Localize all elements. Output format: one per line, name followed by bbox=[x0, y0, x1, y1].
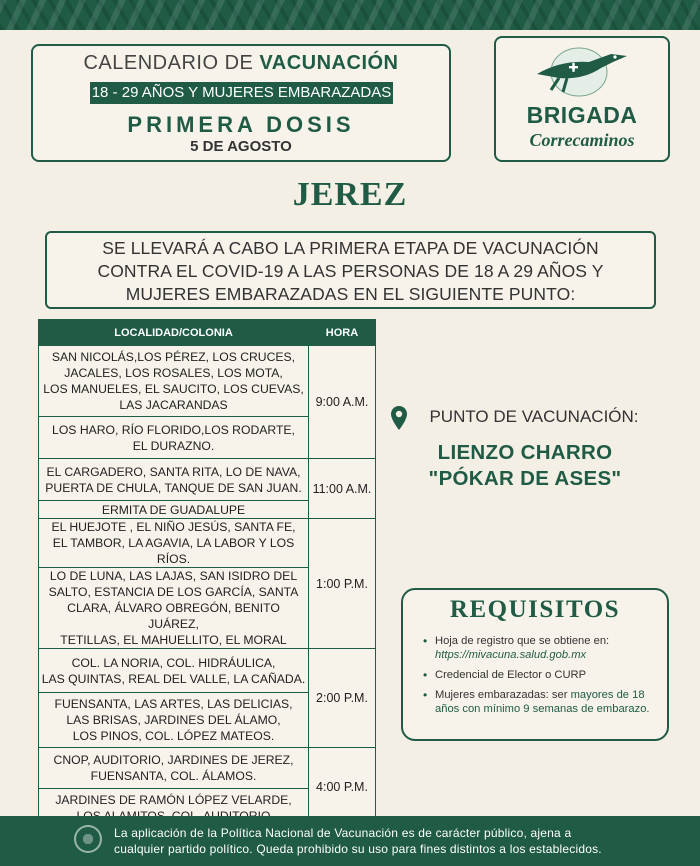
locality-cell: EL HUEJOTE , EL NIÑO JESÚS, SANTA FE, EL TAMBOR, LA AGAVIA, LA LABOR Y LOS RÍOS. bbox=[39, 519, 309, 568]
decorative-header-band bbox=[0, 0, 700, 30]
table-row bbox=[39, 519, 376, 568]
time-cell: 11:00 A.M. bbox=[309, 459, 376, 519]
list-item: • Mujeres embarazadas: ser mayores de 18 años con mínimo 9 semanas de embarazo. bbox=[421, 688, 661, 716]
column-header-locality: LOCALIDAD/COLONIA bbox=[39, 320, 309, 346]
time-cell: 1:00 P.M. bbox=[309, 519, 376, 649]
locality-cell: LOS HARO, RÍO FLORIDO,LOS RODARTE, EL DURAZNO. bbox=[39, 417, 309, 459]
table-row bbox=[39, 346, 376, 417]
roadrunner-logo-icon bbox=[531, 44, 631, 100]
disclaimer-text: La aplicación de la Política Nacional de Vacunación es de carácter público, ajena a cualquier partido político. Queda prohibido su uso para fines distintos a los establecidos. bbox=[114, 826, 602, 856]
locality-cell: SAN NICOLÁS,LOS PÉREZ, LOS CRUCES, JACALES, LOS ROSALES, LOS MOTA, LOS MANUELES, EL SAUCITO, LOS CUEVAS, LAS JACARANDAS bbox=[39, 346, 309, 417]
locality-cell: LO DE LUNA, LAS LAJAS, SAN ISIDRO DEL SALTO, ESTANCIA DE LOS GARCÍA, SANTA CLARA, ÁLVARO OBREGÓN, BENITO JUÁREZ, TETILLAS, EL MAHUELLITO, EL MORAL bbox=[39, 568, 309, 649]
locality-cell: COL. LA NORIA, COL. HIDRÁULICA, LAS QUINTAS, REAL DEL VALLE, LA CAÑADA. bbox=[39, 649, 309, 693]
table-row bbox=[39, 459, 376, 501]
locality-cell: CNOP, AUDITORIO, JARDINES DE JEREZ, FUENSANTA, COL. ÁLAMOS. bbox=[39, 748, 309, 789]
vaccination-point-label: PUNTO DE VACUNACIÓN: bbox=[429, 407, 639, 426]
vaccination-point bbox=[390, 404, 660, 492]
time-cell: 4:00 P.M. bbox=[309, 748, 376, 827]
brigada-subtitle: Correcaminos bbox=[529, 130, 635, 150]
locality-cell: ERMITA DE GUADALUPE bbox=[39, 501, 309, 519]
requirements-box bbox=[401, 588, 669, 741]
vaccination-date: 5 DE AGOSTO bbox=[190, 138, 292, 155]
map-pin-icon bbox=[390, 405, 408, 431]
table-header-row bbox=[39, 320, 376, 346]
dose-label: PRIMERA DOSIS bbox=[127, 112, 355, 137]
calendar-title: CALENDARIO DE VACUNACIÓN bbox=[83, 52, 399, 74]
time-cell: 9:00 A.M. bbox=[309, 346, 376, 459]
intro-line: SE LLEVARÁ A CABO LA PRIMERA ETAPA DE VACUNACIÓN bbox=[102, 238, 599, 258]
list-item: • Hoja de registro que se obtiene en: https://mivacuna.salud.gob.mx bbox=[421, 634, 661, 662]
column-header-time: HORA bbox=[309, 320, 376, 346]
registration-link[interactable]: https://mivacuna.salud.gob.mx bbox=[435, 649, 587, 661]
requirements-list bbox=[421, 634, 661, 722]
locality-cell: EL CARGADERO, SANTA RITA, LO DE NAVA, PUERTA DE CHULA, TANQUE DE SAN JUAN. bbox=[39, 459, 309, 501]
city-title: JEREZ bbox=[292, 176, 408, 213]
vaccination-venue: LIENZO CHARRO "PÓKAR DE ASES" bbox=[428, 441, 622, 490]
requirements-title: REQUISITOS bbox=[449, 596, 621, 623]
locality-cell: FUENSANTA, LAS ARTES, LAS DELICIAS, LAS BRISAS, JARDINES DEL ÁLAMO, LOS PINOS, COL. LÓPEZ MATEOS. bbox=[39, 693, 309, 748]
audience-banner: 18 - 29 AÑOS Y MUJERES EMBARAZADAS bbox=[90, 82, 393, 104]
calendar-title-box bbox=[31, 44, 451, 162]
locality-cell: JARDINES DE RAMÓN LÓPEZ VELARDE, bbox=[39, 789, 309, 827]
brigada-logo-box bbox=[494, 36, 670, 162]
brigada-name: BRIGADA bbox=[526, 102, 638, 128]
intro-line: MUJERES EMBARAZADAS EN EL SIGUIENTE PUNTO: bbox=[125, 284, 576, 304]
intro-notice bbox=[45, 231, 656, 309]
intro-line: CONTRA EL COVID-19 A LAS PERSONAS DE 18 A 29 AÑOS Y bbox=[97, 261, 604, 281]
government-seal-icon bbox=[74, 825, 102, 853]
table-row bbox=[39, 649, 376, 693]
footer-disclaimer bbox=[0, 816, 700, 866]
list-item: • Credencial de Elector o CURP bbox=[421, 668, 661, 682]
table-row bbox=[39, 748, 376, 789]
schedule-table bbox=[38, 319, 376, 827]
time-cell: 2:00 P.M. bbox=[309, 649, 376, 748]
